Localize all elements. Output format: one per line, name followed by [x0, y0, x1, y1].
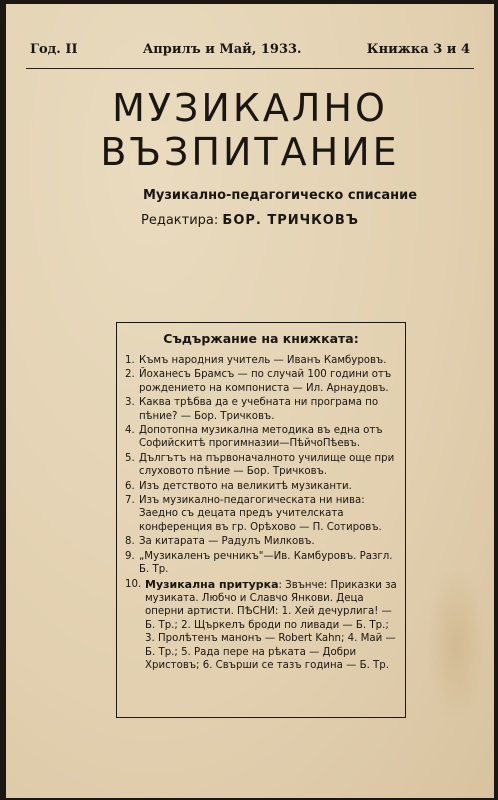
issue-label: Книжка 3 и 4: [366, 42, 470, 57]
paper-stain: [426, 564, 486, 724]
editor-name: БОР. ТРИЧКОВЪ: [222, 213, 359, 228]
toc-item: [125, 480, 397, 493]
toc-title: Съдържание на книжката:: [163, 331, 359, 346]
magazine-cover: [6, 4, 494, 798]
toc-item: [125, 424, 397, 451]
toc-item: [125, 354, 397, 367]
toc-item-number: 3.: [125, 397, 135, 409]
editor-line: [6, 213, 494, 228]
date-label: Априлъ и Май, 1933.: [142, 42, 302, 57]
toc-item: [125, 368, 397, 395]
subtitle: Музикално-педагогическо списание: [142, 188, 418, 203]
editor-label: Редактира:: [141, 213, 219, 228]
toc-item-number: 4.: [125, 425, 135, 437]
toc-item: [125, 494, 397, 534]
toc-item-text: Йоханесъ Брамсъ — по случай 100 години отъ рождението на компониста — Ил. Арнаудовъ.: [139, 369, 392, 394]
year-label: Год. II: [30, 42, 78, 57]
toc-item-number: 1.: [125, 355, 135, 366]
header-divider: [26, 68, 474, 69]
supplement-title: Музикална притурка: [145, 577, 279, 591]
toc-item-number: 8.: [125, 536, 135, 548]
toc-list: [125, 354, 397, 672]
toc-item: [125, 452, 397, 479]
toc-item-number: 2.: [125, 369, 135, 381]
toc-item-text: Допотопна музикална методика въ една отъ Софийскитѣ прогимназии—ПѣйчоПѣевъ.: [139, 425, 383, 450]
toc-item-text: „Музикаленъ речникъ"—Ив. Камбуровъ. Разгл. Б. Тр.: [139, 550, 393, 576]
title-line-1: МУЗИКАЛНО: [112, 86, 388, 130]
toc-item-text: Дългътъ на първоначалното училище още при слуховото пѣние — Бор. Тричковъ.: [139, 452, 395, 478]
toc-item-number: 6.: [125, 480, 135, 492]
toc-item: [125, 535, 397, 548]
toc-item-text: За китарата — Радулъ Милковъ.: [139, 536, 315, 548]
toc-item-text: Каква трѣбва да е учебната ни програма по пѣние? — Бор. Тричковъ.: [139, 397, 379, 422]
header-row: [30, 42, 470, 57]
toc-item-text: Къмъ народния учитель — Иванъ Камбуровъ.: [139, 355, 387, 366]
supplement-contents: : Звънче: Приказки за музиката. Любчо и Славчо Янкови. Деца оперни артисти. ПѢСНИ: 1. Хей дечурлига! — Б. Тр.; 2. Щъркелъ броди по ливади — Б. Тр.; 3. Пролѣтенъ манонъ — Robert Kahn; 4. Май — Б. Тр.; 5. Рада пере на рѣката — Добри Христовъ; 6. Свърши се тазъ година — Б. Тр.: [145, 579, 397, 671]
toc-item: [125, 578, 397, 673]
toc-item: [125, 550, 397, 577]
toc-item-number: 9.: [125, 550, 135, 562]
table-of-contents: [116, 322, 406, 718]
toc-item-text: Изъ музикално-педагогическата ни нива: Заедно съ децата предъ учителската конференция въ гр. Орѣхово — П. Сотировъ.: [139, 495, 382, 533]
toc-item-text: Изъ детството на великитѣ музиканти.: [139, 480, 352, 492]
toc-item-number: 10.: [125, 578, 142, 590]
toc-item-number: 5.: [125, 452, 135, 464]
toc-item: [125, 396, 397, 423]
title-line-2: ВЪЗПИТАНИЕ: [100, 130, 400, 174]
toc-item-number: 7.: [125, 495, 135, 507]
toc-item-text: [145, 578, 397, 673]
